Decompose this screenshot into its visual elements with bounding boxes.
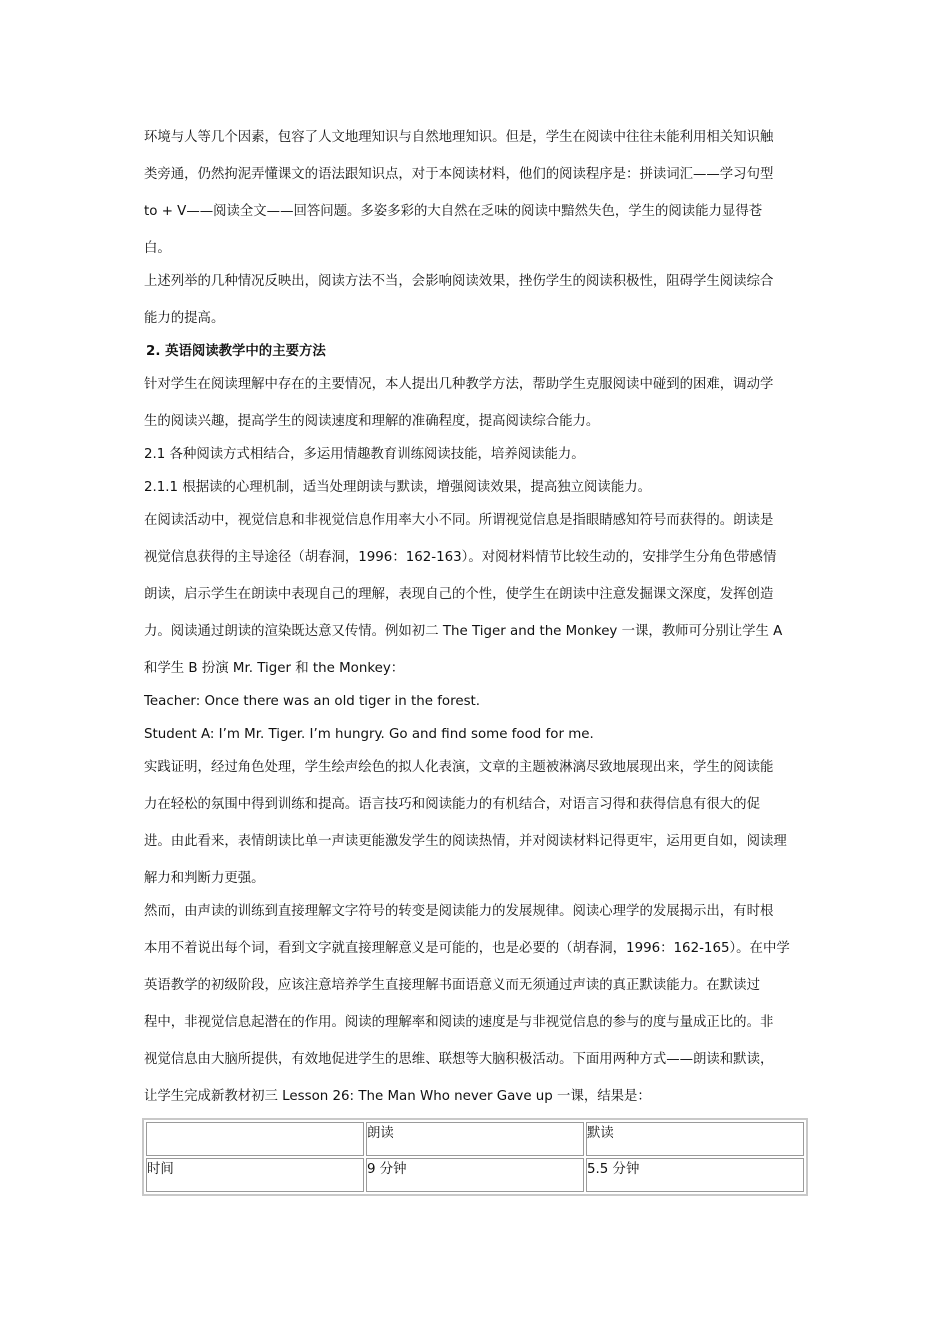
paragraph-line: 类旁通，仍然拘泥弄懂课文的语法跟知识点，对于本阅读材料，他们的阅读程序是：拼读词汇——学习句型 [144, 167, 774, 182]
paragraph-line: 白。 [144, 241, 171, 256]
subsection-heading: 2.1 各种阅读方式相结合，多运用情趣教育训练阅读技能，培养阅读能力。 [144, 447, 585, 462]
paragraph-line: 力在轻松的氛围中得到训练和提高。语言技巧和阅读能力的有机结合，对语言习得和获得信息有很大的促 [144, 797, 760, 812]
paragraph-line: 然而，由声读的训练到直接理解文字符号的转变是阅读能力的发展规律。阅读心理学的发展揭示出，有时根 [144, 904, 774, 919]
table-header-row [146, 1122, 804, 1156]
paragraph-line: 针对学生在阅读理解中存在的主要情况，本人提出几种教学方法，帮助学生克服阅读中碰到的困难，调动学 [144, 377, 774, 392]
paragraph-line: 进。由此看来，表情朗读比单一声读更能激发学生的阅读热情，并对阅读材料记得更牢，运用更自如，阅读理 [144, 834, 787, 849]
table-cell: 5.5 分钟 [586, 1158, 804, 1192]
paragraph-line: 解力和判断力更强。 [144, 871, 265, 886]
table-row [146, 1158, 804, 1192]
paragraph-line: 能力的提高。 [144, 311, 225, 326]
paragraph-line: 朗读，启示学生在朗读中表现自己的理解，表现自己的个性，使学生在朗读中注意发掘课文深度，发挥创造 [144, 587, 774, 602]
paragraph-line: 本用不着说出每个词，看到文字就直接理解意义是可能的，也是必要的（胡春洞，1996：162-165）。在中学 [144, 941, 790, 956]
subsection-heading: 2.1.1 根据读的心理机制，适当处理朗读与默读，增强阅读效果，提高独立阅读能力。 [144, 480, 651, 495]
paragraph-line: 力。阅读通过朗读的渲染既达意又传情。例如初二 The Tiger and the Monkey 一课，教师可分别让学生 A [144, 624, 783, 639]
reading-time-table [142, 1118, 808, 1196]
paragraph-line: 上述列举的几种情况反映出，阅读方法不当，会影响阅读效果，挫伤学生的阅读积极性，阻碍学生阅读综合 [144, 274, 774, 289]
table-header-cell: 默读 [586, 1122, 804, 1156]
paragraph-line: 英语教学的初级阶段，应该注意培养学生直接理解书面语意义而无须通过声读的真正默读能力。在默读过 [144, 978, 760, 993]
section-heading: 2. 英语阅读教学中的主要方法 [146, 344, 326, 359]
table-header-cell: 朗读 [366, 1122, 584, 1156]
paragraph-line: 在阅读活动中，视觉信息和非视觉信息作用率大小不同。所谓视觉信息是指眼睛感知符号而获得的。朗读是 [144, 513, 774, 528]
paragraph-line: 和学生 B 扮演 Mr. Tiger 和 the Monkey： [144, 661, 405, 676]
paragraph-line: 视觉信息由大脑所提供，有效地促进学生的思维、联想等大脑积极活动。下面用两种方式——朗读和默读， [144, 1052, 774, 1067]
paragraph-line: 视觉信息获得的主导途径（胡春洞，1996：162-163）。对阅材料情节比较生动的，安排学生分角色带感情 [144, 550, 777, 565]
paragraph-line: 让学生完成新教材初三 Lesson 26: The Man Who never Gave up 一课，结果是： [144, 1089, 651, 1104]
table-header-cell [146, 1122, 364, 1156]
paragraph-line: 生的阅读兴趣，提高学生的阅读速度和理解的准确程度，提高阅读综合能力。 [144, 414, 600, 429]
table-cell: 时间 [146, 1158, 364, 1192]
paragraph-line: to + V——阅读全文——回答问题。多姿多彩的大自然在乏味的阅读中黯然失色，学生的阅读能力显得苍 [144, 204, 763, 219]
paragraph-line: 环境与人等几个因素，包容了人文地理知识与自然地理知识。但是，学生在阅读中往往未能利用相关知识触 [144, 130, 774, 145]
paragraph-line: 实践证明，经过角色处理，学生绘声绘色的拟人化表演，文章的主题被淋漓尽致地展现出来，学生的阅读能 [144, 760, 774, 775]
dialogue-line: Teacher: Once there was an old tiger in the forest. [144, 694, 481, 709]
paragraph-line: 程中，非视觉信息起潜在的作用。阅读的理解率和阅读的速度是与非视觉信息的参与的度与量成正比的。非 [144, 1015, 774, 1030]
table-cell: 9 分钟 [366, 1158, 584, 1192]
dialogue-line: Student A: I’m Mr. Tiger. I’m hungry. Go and find some food for me. [144, 727, 594, 742]
